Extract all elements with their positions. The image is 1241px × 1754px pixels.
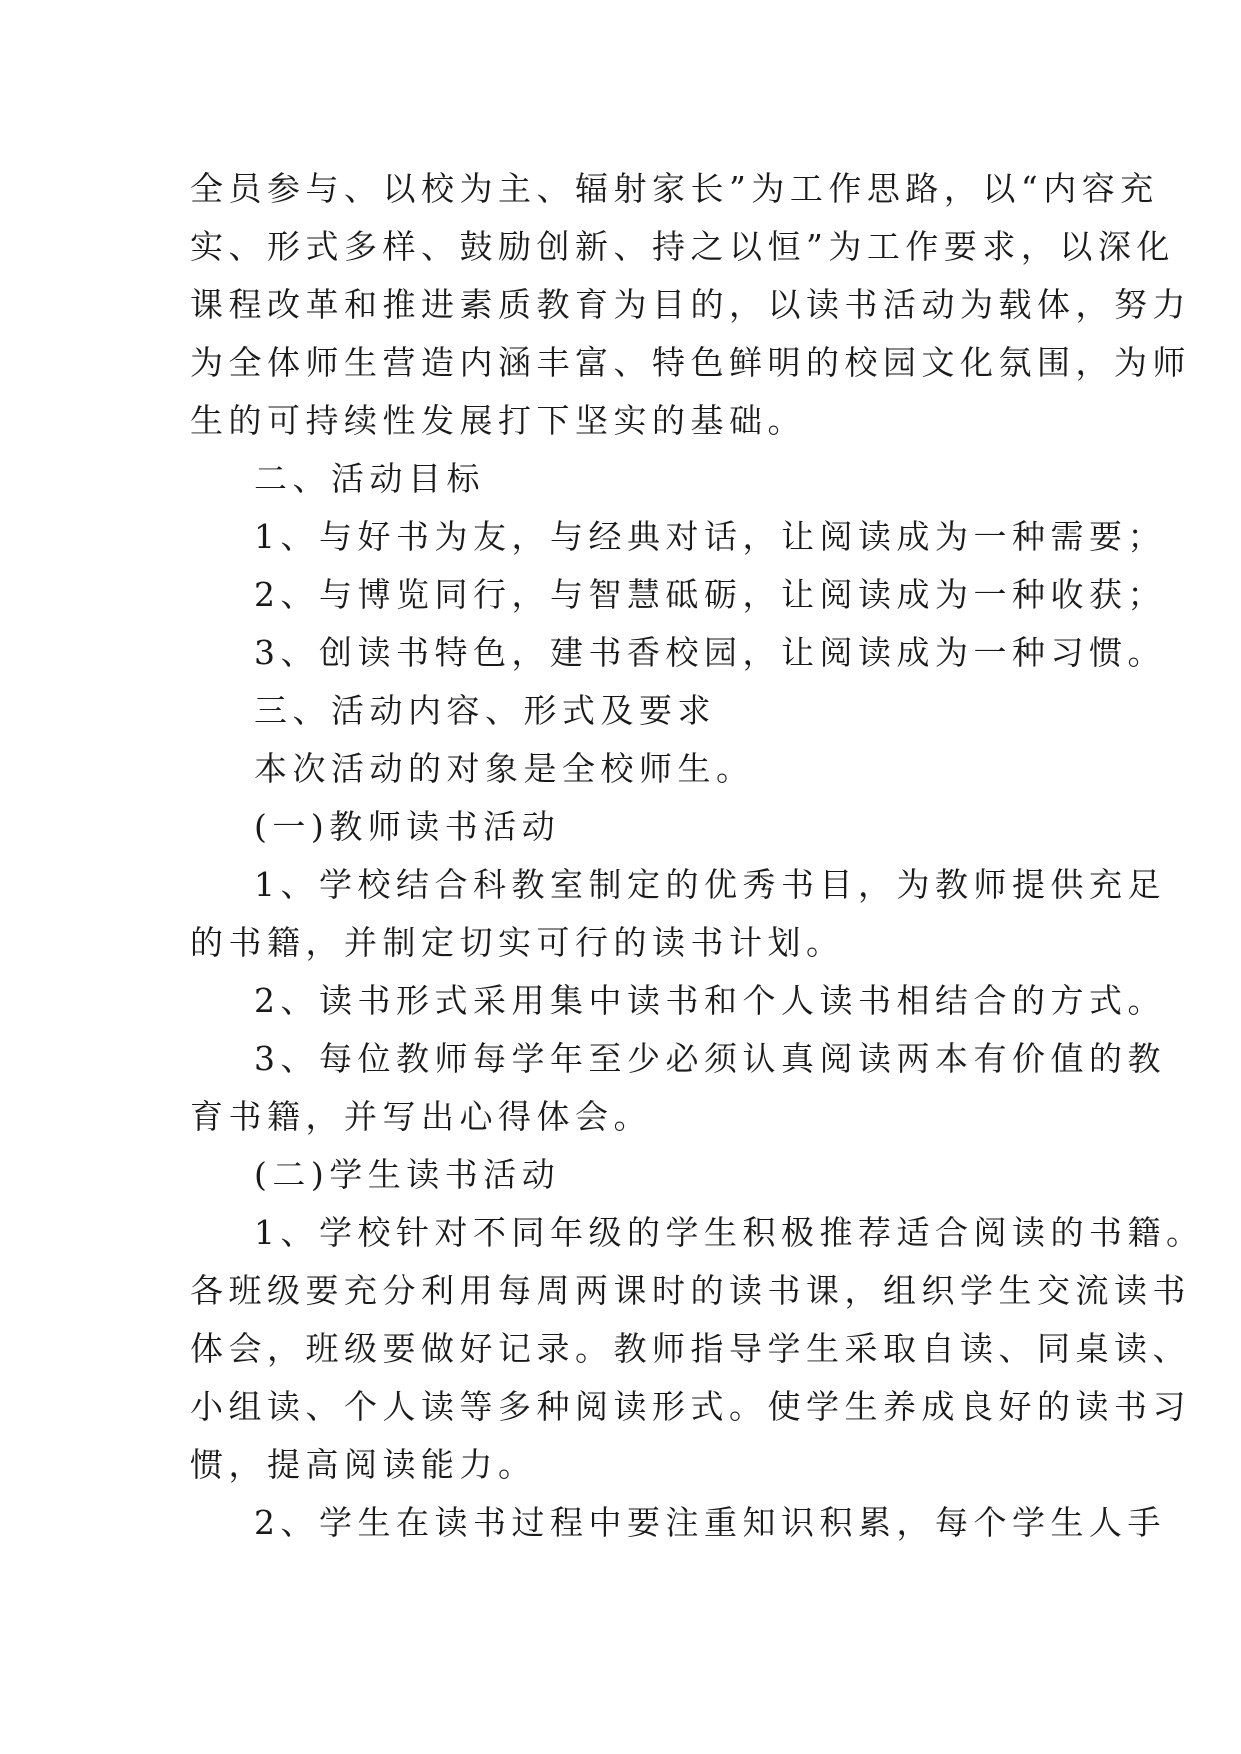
text-line: 1、学校结合科教室制定的优秀书目，为教师提供充足 xyxy=(254,865,1166,904)
text-line: (二)学生读书活动 xyxy=(254,1155,561,1194)
text-line: 3、每位教师每学年至少必须认真阅读两本有价值的教 xyxy=(254,1039,1166,1078)
text-line: 3、创读书特色，建书香校园，让阅读成为一种习惯。 xyxy=(254,633,1166,672)
text-line: 小组读、个人读等多种阅读形式。使学生养成良好的读书习 xyxy=(190,1387,1191,1426)
text-line: 的书籍，并制定切实可行的读书计划。 xyxy=(190,923,845,962)
text-line: 本次活动的对象是全校师生。 xyxy=(254,749,755,788)
text-line: (一)教师读书活动 xyxy=(254,807,561,846)
text-line: 2、学生在读书过程中要注重知识积累，每个学生人手 xyxy=(254,1503,1166,1542)
text-line: 二、活动目标 xyxy=(254,459,485,498)
text-line: 为全体师生营造内涵丰富、特色鲜明的校园文化氛围，为师 xyxy=(190,343,1191,382)
text-line: 课程改革和推进素质教育为目的，以读书活动为载体，努力 xyxy=(190,285,1191,324)
text-line: 生的可持续性发展打下坚实的基础。 xyxy=(190,401,806,440)
text-line: 2、与博览同行，与智慧砥砺，让阅读成为一种收获； xyxy=(254,575,1166,614)
text-line: 三、活动内容、形式及要求 xyxy=(254,691,716,730)
text-line: 育书籍，并写出心得体会。 xyxy=(190,1097,652,1136)
text-line: 体会，班级要做好记录。教师指导学生采取自读、同桌读、 xyxy=(190,1329,1191,1368)
text-line: 各班级要充分利用每周两课时的读书课，组织学生交流读书 xyxy=(190,1271,1191,1310)
text-line: 2、读书形式采用集中读书和个人读书相结合的方式。 xyxy=(254,981,1166,1020)
text-line: 1、学校针对不同年级的学生积极推荐适合阅读的书籍。 xyxy=(254,1213,1205,1252)
document-body xyxy=(190,160,1205,1552)
text-line: 1、与好书为友，与经典对话，让阅读成为一种需要； xyxy=(254,517,1166,556)
text-line: 实、形式多样、鼓励创新、持之以恒”为工作要求，以深化 xyxy=(190,227,1175,266)
text-line: 惯，提高阅读能力。 xyxy=(190,1445,537,1484)
text-line: 全员参与、以校为主、辐射家长”为工作思路，以“内容充 xyxy=(190,169,1159,208)
